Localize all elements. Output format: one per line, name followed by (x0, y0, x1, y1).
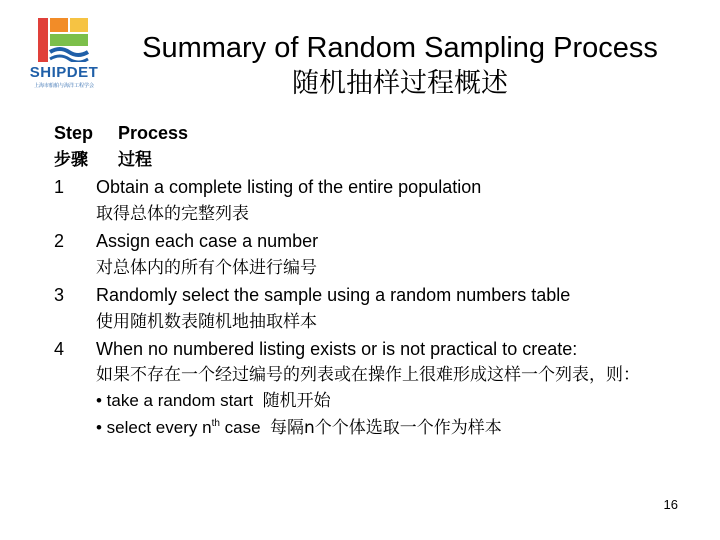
step-row (54, 280, 694, 310)
step-row-chinese (54, 364, 694, 387)
bullet-text-cn: 随机开始 (262, 391, 331, 411)
title-chinese: 随机抽样过程概述 (292, 68, 508, 99)
shipdet-logo (28, 18, 100, 93)
header-process-cn: 过程 (118, 150, 152, 170)
step-row-chinese (54, 202, 694, 226)
step-number: 2 (54, 231, 65, 251)
step-number: 3 (54, 285, 65, 305)
step-text: Obtain a complete listing of the entire population (96, 177, 482, 197)
step-text-cn: 如果不存在一个经过编号的列表或在操作上很难形成这样一个列表，则： (96, 365, 640, 385)
step-row-chinese (54, 310, 694, 334)
step-text: Randomly select the sample using a random numbers table (96, 285, 571, 305)
title-english: Summary of Random Sampling Process (142, 32, 658, 64)
header-step-cn: 步骤 (54, 150, 88, 170)
superscript-th: th (211, 418, 220, 429)
step-row (54, 334, 694, 364)
step-text-cn: 取得总体的完整列表 (96, 204, 249, 224)
logo-name: SHIPDET (29, 64, 99, 81)
step-text: Assign each case a number (96, 231, 319, 251)
page-number: 16 (663, 497, 678, 512)
bullet-text-tail: case (219, 418, 261, 437)
bullet-item (54, 415, 694, 441)
bullet-item (54, 387, 694, 415)
step-number: 1 (54, 177, 65, 197)
step-text-cn: 使用随机数表随机地抽取样本 (96, 312, 317, 332)
header-row-chinese (54, 148, 694, 172)
step-row (54, 226, 694, 256)
step-text: When no numbered listing exists or is not practical to create: (96, 339, 578, 359)
bullet-text: • take a random start (96, 391, 254, 410)
logo-subtitle: 上海市船舶与海洋工程学会 (33, 83, 94, 89)
header-step: Step (54, 123, 94, 143)
step-row-chinese (54, 256, 694, 280)
bullet-text-cn: 每隔n个个体选取一个作为样本 (270, 418, 502, 438)
header-process: Process (118, 123, 189, 143)
shipdet-emblem-icon (38, 18, 90, 62)
step-text-cn: 对总体内的所有个体进行编号 (96, 258, 317, 278)
process-table (54, 118, 694, 441)
step-number: 4 (54, 339, 65, 359)
step-row (54, 172, 694, 202)
header-row-english (54, 118, 694, 148)
bullet-text: • select every n (96, 418, 212, 437)
page-title (100, 30, 700, 102)
